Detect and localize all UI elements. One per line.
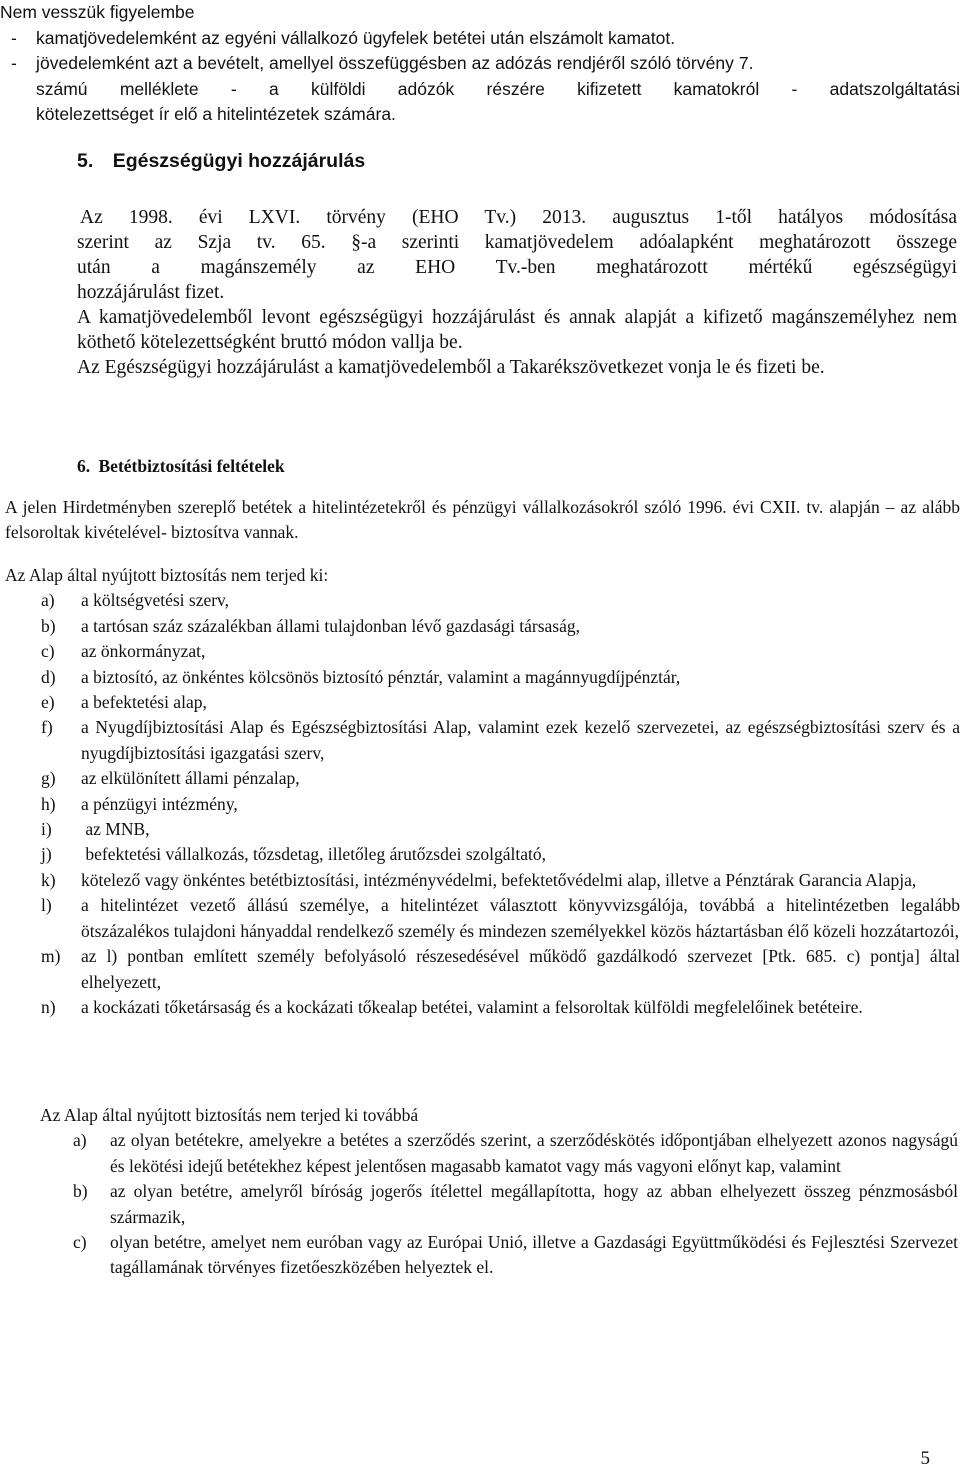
- bullet-dash: -: [11, 27, 17, 48]
- list-item: [5, 817, 960, 842]
- intro-bullet-text-1: kamatjövedelemként az egyéni vállalkozó ügyfelek betétei után elszámolt kamatot.: [36, 27, 676, 48]
- section-5-p1-line1: Az 1998. évi LXVI. törvény (EHO Tv.) 2013. augusztus 1-től hatályos módosítása: [80, 207, 957, 228]
- list-item-label: i): [41, 819, 52, 840]
- list-item-text: a biztosító, az önkéntes kölcsönös biztosító pénztár, valamint a magánnyugdíjpénztár,: [81, 666, 681, 687]
- section-5-title: Egészségügyi hozzájárulás: [112, 150, 366, 172]
- list-item-text: a kockázati tőketársaság és a kockázati tőkealap betétei, valamint a felsoroltak külföldi megfelelőinek betéteire.: [81, 996, 863, 1017]
- list-item-text: befektetési vállalkozás, tőzsdetag, illetőleg árutőzsdei szolgáltató,: [81, 844, 547, 865]
- list-item: [40, 1128, 958, 1179]
- section-5-p1-line2: szerint az Szja tv. 65. §-a szerinti kamatjövedelem adóalapként meghatározott összege: [77, 232, 957, 253]
- list-item-label: g): [41, 768, 56, 789]
- list-item-label: j): [41, 844, 52, 865]
- list-item-label: c): [41, 641, 55, 662]
- section-6-p1: A jelen Hirdetményben szereplő betétek a hitelintézetekről és pénzügyi vállalkozásokról szóló 1996. évi CXII. tv. alapján – az alább felsoroltak kivételével- biztosítva vannak.: [5, 497, 960, 543]
- section-6-number: 6.: [77, 456, 91, 476]
- intro-bullet-2: [0, 51, 960, 77]
- list-item: [5, 588, 960, 613]
- section-6-intro: [5, 495, 960, 545]
- list-item-text: kötelező vagy önkéntes betétbiztosítási, intézményvédelmi, befektetővédelmi alap, illetve a Pénztárak Garancia Alapja,: [81, 869, 917, 890]
- list-item-text: a pénzügyi intézmény,: [81, 793, 238, 814]
- intro-bullet-cont-1: számú melléklete - a külföldi adózók részére kifizetett kamatokról - adatszolgáltatási: [36, 78, 960, 99]
- list-item-text: az MNB,: [81, 819, 150, 840]
- intro-bullet-1: [0, 26, 960, 52]
- list-item-label: b): [73, 1181, 88, 1202]
- list-item-label: h): [41, 793, 56, 814]
- list-item-label: f): [41, 717, 53, 738]
- list-item-label: n): [41, 996, 56, 1017]
- list-item: [40, 1230, 958, 1281]
- section-5-p1-line3: után a magánszemély az EHO Tv.-ben meghatározott mértékű egészségügyi: [77, 257, 957, 278]
- list-item-text: a hitelintézet vezető állású személye, a hitelintézet választott könyvvizsgálója, továbbá a hitelintézetben legalább ötszázalékos tulajdoni hányaddal rendelkező személy és mindezen személyekkel közös háztartásban élő közeli hozzátartozói,: [81, 895, 960, 941]
- section-6-title: Betétbiztosítási feltételek: [98, 456, 285, 476]
- section-5-p1-line4: hozzájárulást fizet.: [77, 282, 225, 303]
- list-item: [40, 1179, 958, 1230]
- section-5-p2: A kamatjövedelemből levont egészségügyi hozzájárulást és annak alapját a kifizető magánszemélyhez nem köthető kötelezettségként bruttó módon vallja be.: [77, 307, 957, 353]
- list-item: [5, 842, 960, 867]
- intro-bullet-text-2: jövedelemként azt a bevételt, amellyel összefüggésben az adózás rendjéről szóló törvény 7.: [36, 53, 754, 73]
- list-item: [5, 614, 960, 639]
- exclusion-list-intro: Az Alap által nyújtott biztosítás nem terjed ki:: [5, 565, 329, 585]
- section-5-body: [77, 205, 957, 380]
- list-item-label: l): [41, 895, 52, 916]
- list-item: [5, 944, 960, 995]
- section-6-heading: [77, 456, 285, 477]
- list-item-text: a befektetési alap,: [81, 692, 207, 713]
- list-item-label: d): [41, 666, 56, 687]
- list-item: [5, 792, 960, 817]
- list-item-label: c): [73, 1232, 87, 1253]
- list-item-label: e): [41, 692, 55, 713]
- list-item-text: a Nyugdíjbiztosítási Alap és Egészségbiztosítási Alap, valamint ezek kezelő szervezetei, az egészségbiztosítási szerv és a nyugdíjbiztosítási igazgatási szerv,: [81, 717, 960, 763]
- list-item: [5, 868, 960, 893]
- list-item-text: az olyan betétre, amelyről bíróság jogerős ítélettel megállapította, hogy az abban elhelyezett összeg pénzmosásból származik,: [110, 1181, 958, 1227]
- list-item-text: az önkormányzat,: [81, 641, 206, 662]
- exclusion-list-2-intro: Az Alap által nyújtott biztosítás nem terjed ki továbbá: [40, 1105, 419, 1125]
- list-item-text: az olyan betétekre, amelyekre a betétes a szerződés szerint, a szerződéskötés időpontjában elhelyezett azonos nagyságú és lekötési idejű betétekhez képest jelentősen magasabb kamatot vagy más vagyoni előnyt kap, valamint: [110, 1130, 958, 1176]
- page-number: 5: [920, 1448, 930, 1469]
- list-item: [5, 665, 960, 690]
- intro-heading: Nem vesszük figyelembe: [0, 2, 195, 22]
- list-item-label: a): [41, 590, 55, 611]
- list-item: [5, 995, 960, 1020]
- list-item-label: m): [41, 946, 61, 967]
- list-item-text: a tartósan száz százalékban állami tulajdonban lévő gazdasági társaság,: [81, 615, 581, 636]
- list-item-label: k): [41, 869, 56, 890]
- list-item-label: b): [41, 615, 56, 636]
- intro-block: [0, 0, 960, 128]
- list-item: [5, 639, 960, 664]
- section-5-heading: [77, 150, 365, 173]
- list-item-text: olyan betétre, amelyet nem euróban vagy az Európai Unió, illetve a Gazdasági Együttműködési és Fejlesztési Szervezet tagállamának törvényes fizetőeszközében helyeztek el.: [110, 1232, 958, 1278]
- bullet-dash: -: [11, 53, 17, 73]
- list-item: [5, 690, 960, 715]
- list-item: [5, 715, 960, 766]
- list-item: [5, 893, 960, 944]
- exclusion-list-2: [40, 1103, 958, 1281]
- section-5-number: 5.: [77, 150, 94, 172]
- section-5-p3: Az Egészségügyi hozzájárulást a kamatjövedelemből a Takarékszövetkezet vonja le és fizeti be.: [77, 357, 825, 378]
- list-item-text: az l) pontban említett személy befolyásoló részesedésével működő gazdálkodó szervezet [Ptk. 685. c) pontja] által elhelyezett,: [81, 946, 960, 992]
- list-item-text: a költségvetési szerv,: [81, 590, 230, 611]
- list-item-label: a): [73, 1130, 87, 1151]
- list-item: [5, 766, 960, 791]
- list-item-text: az elkülönített állami pénzalap,: [81, 768, 300, 789]
- intro-bullet-cont-2: kötelezettséget ír elő a hitelintézetek számára.: [36, 104, 396, 124]
- exclusion-list: [5, 563, 960, 1020]
